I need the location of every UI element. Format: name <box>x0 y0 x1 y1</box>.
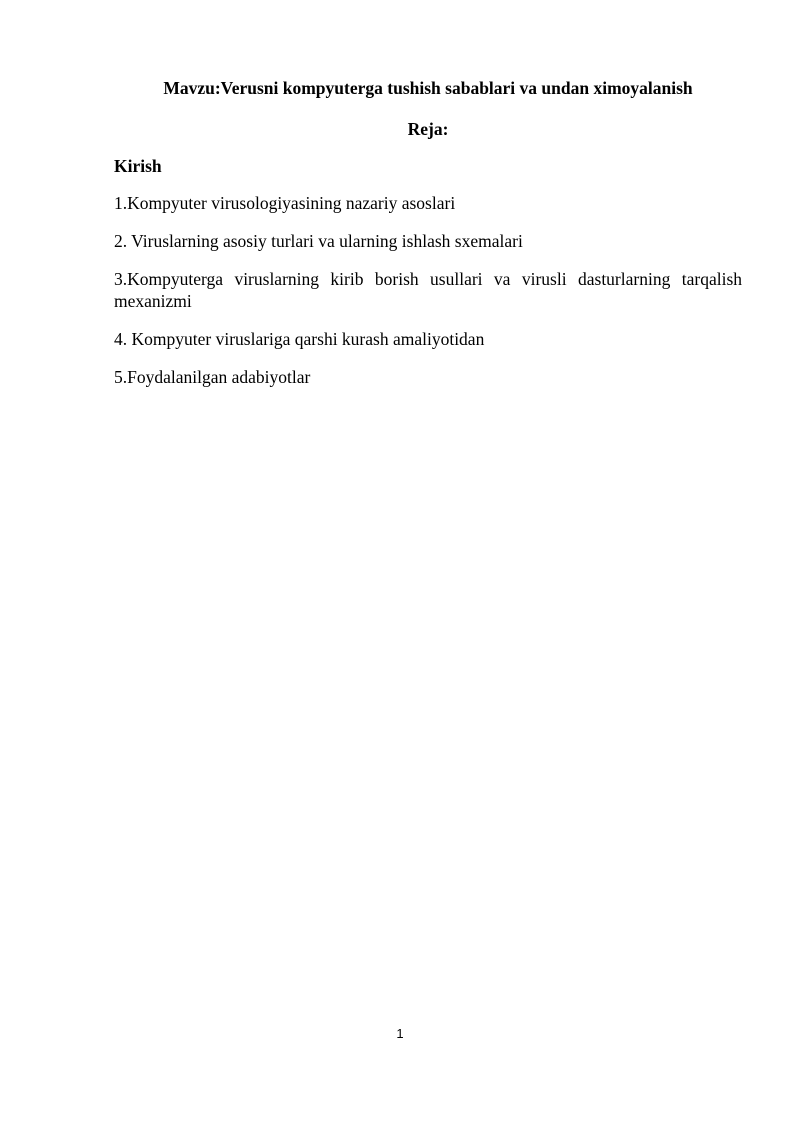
plan-item: 4. Kompyuter viruslariga qarshi kurash amaliyotidan <box>114 329 485 349</box>
plan-list <box>114 192 742 404</box>
intro-heading: Kirish <box>114 156 162 176</box>
page-number: 1 <box>396 1026 404 1041</box>
plan-item: 2. Viruslarning asosiy turlari va ularning ishlash sxemalari <box>114 231 523 251</box>
plan-heading: Reja: <box>407 119 449 139</box>
plan-item: 3.Kompyuterga viruslarning kirib borish usullari va virusli dasturlarning tarqalish mexanizmi <box>114 269 742 311</box>
plan-item: 5.Foydalanilgan adabiyotlar <box>114 367 311 387</box>
document-title: Mavzu:Verusni kompyuterga tushish sabablari va undan ximoyalanish <box>163 78 693 98</box>
plan-item: 1.Kompyuter virusologiyasining nazariy asoslari <box>114 193 456 213</box>
